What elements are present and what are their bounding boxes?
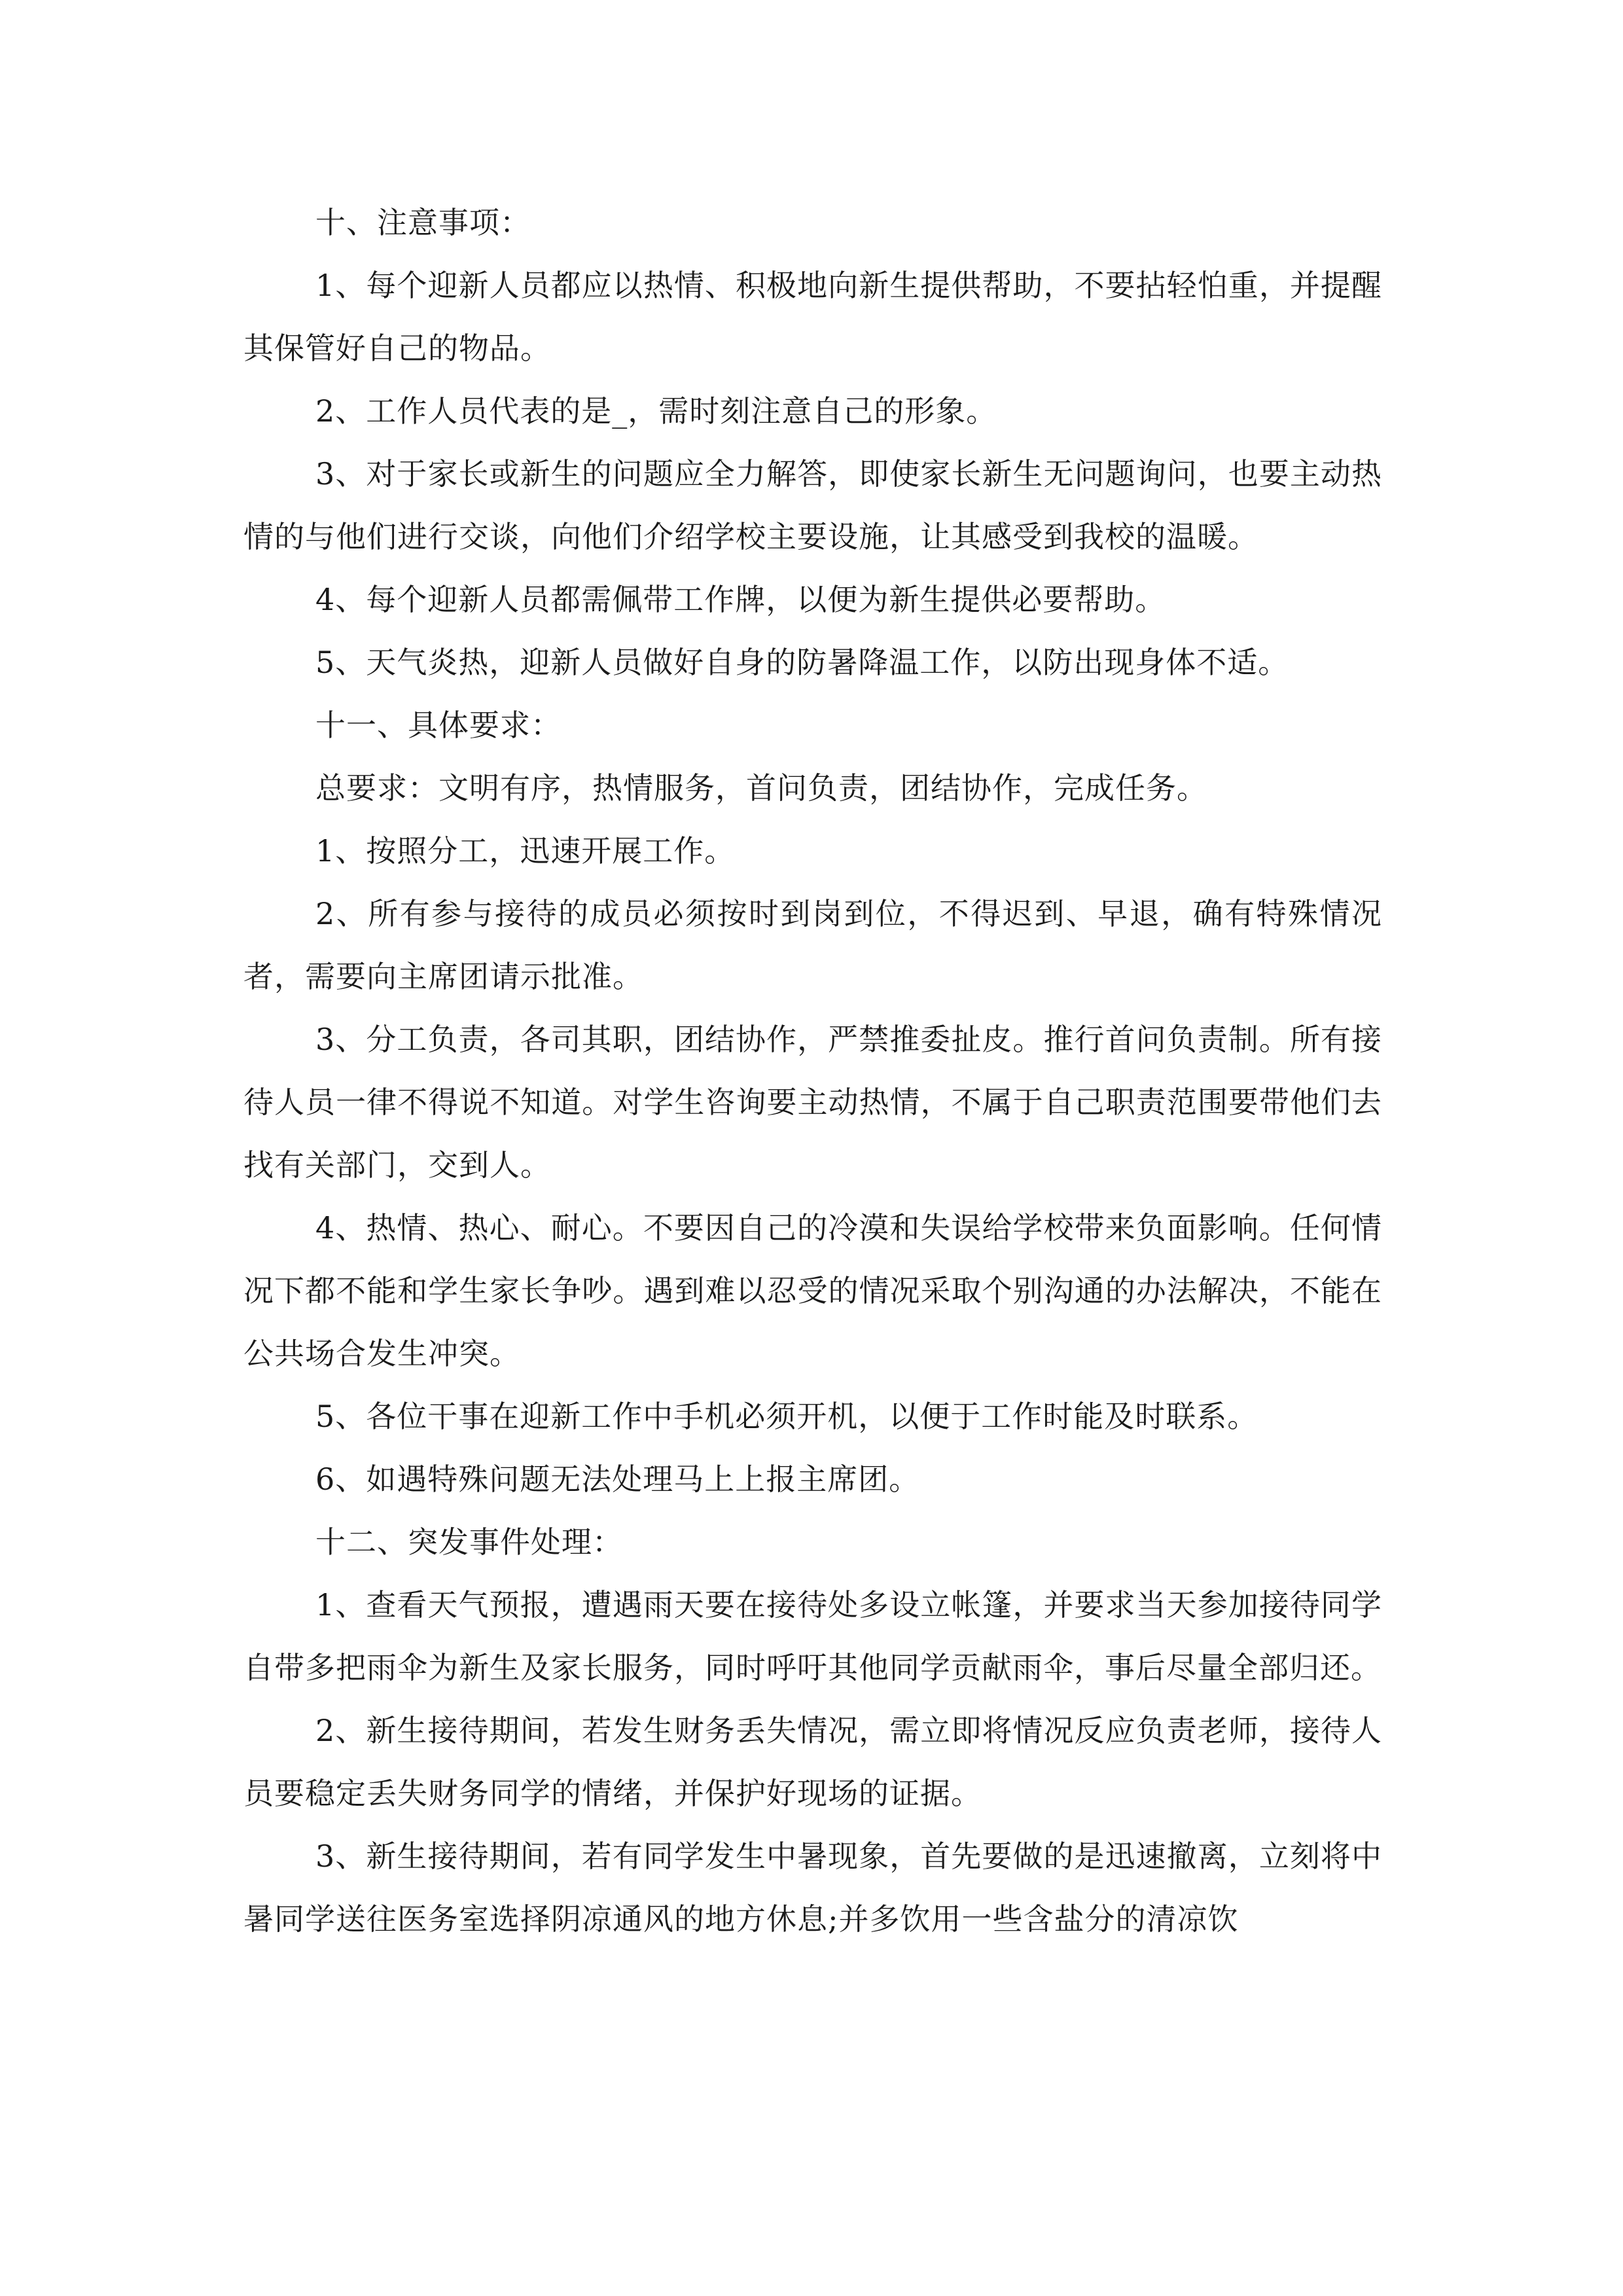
paragraph-10-2: 2、工作人员代表的是_，需时刻注意自己的形象。	[315, 393, 997, 429]
paragraph-10-1: 1、每个迎新人员都应以热情、积极地向新生提供帮助，不要拈轻怕重，并提醒其保管好自己的物品。	[243, 268, 1382, 366]
paragraph-10-3: 3、对于家长或新生的问题应全力解答，即使家长新生无问题询问，也要主动热情的与他们进行交谈，向他们介绍学校主要设施，让其感受到我校的温暖。	[243, 456, 1382, 554]
section-heading-12: 十二、突发事件处理：	[315, 1524, 623, 1560]
paragraph-12-3: 3、新生接待期间，若有同学发生中暑现象，首先要做的是迅速撤离，立刻将中暑同学送往医务室选择阴凉通风的地方休息;并多饮用一些含盐分的清凉饮	[243, 1839, 1382, 1937]
paragraph-10-5: 5、天气炎热，迎新人员做好自身的防暑降温工作，以防出现身体不适。	[315, 645, 1289, 680]
paragraph-11-6: 6、如遇特殊问题无法处理马上上报主席团。	[315, 1462, 920, 1497]
paragraph-10-4: 4、每个迎新人员都需佩带工作牌，以便为新生提供必要帮助。	[315, 582, 1166, 617]
document-body	[243, 191, 1382, 1950]
section-heading-11: 十一、具体要求：	[315, 708, 562, 743]
paragraph-11-general: 总要求：文明有序，热情服务，首问负责，团结协作，完成任务。	[315, 770, 1207, 806]
paragraph-11-3: 3、分工负责，各司其职，团结协作，严禁推委扯皮。推行首问负责制。所有接待人员一律不得说不知道。对学生咨询要主动热情，不属于自己职责范围要带他们去找有关部门，交到人。	[243, 1022, 1382, 1183]
paragraph-12-1: 1、查看天气预报，遭遇雨天要在接待处多设立帐篷，并要求当天参加接待同学自带多把雨伞为新生及家长服务，同时呼吁其他同学贡献雨伞，事后尽量全部归还。	[243, 1587, 1382, 1685]
paragraph-12-2: 2、新生接待期间，若发生财务丢失情况，需立即将情况反应负责老师，接待人员要稳定丢失财务同学的情绪，并保护好现场的证据。	[243, 1713, 1382, 1811]
paragraph-11-4: 4、热情、热心、耐心。不要因自己的冷漠和失误给学校带来负面影响。任何情况下都不能和学生家长争吵。遇到难以忍受的情况采取个别沟通的办法解决，不能在公共场合发生冲突。	[243, 1210, 1382, 1371]
paragraph-11-1: 1、按照分工，迅速开展工作。	[315, 833, 736, 869]
paragraph-11-5: 5、各位干事在迎新工作中手机必须开机，以便于工作时能及时联系。	[315, 1399, 1258, 1434]
section-heading-10: 十、注意事项：	[315, 205, 531, 240]
paragraph-11-2: 2、所有参与接待的成员必须按时到岗到位，不得迟到、早退，确有特殊情况者，需要向主席团请示批准。	[243, 896, 1382, 994]
